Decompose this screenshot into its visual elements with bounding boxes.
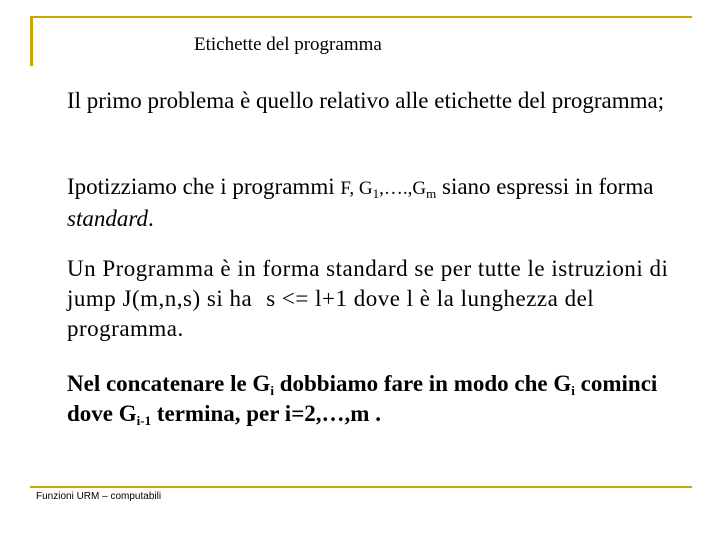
p4-part-d: termina, per i=2,…,m . [151, 401, 381, 426]
top-rule [30, 16, 692, 18]
paragraph-4 [67, 369, 692, 429]
p4-subscript-i-2: i [571, 383, 575, 398]
p2-dots-g: ,….,G [379, 178, 427, 199]
p2-end: . [147, 206, 154, 231]
p4-subscript-i-minus-1: i-1 [136, 413, 152, 428]
slide-footer: Funzioni URM – computabili [36, 491, 162, 502]
left-rule [30, 16, 33, 66]
p3-part-a: Un Programma è in forma standard se per tutte le istruzioni di jump J(m,n,s) si ha [67, 256, 669, 311]
slide-title: Etichette del programma [194, 34, 382, 55]
bottom-rule [30, 486, 692, 488]
p4-part-a: Nel concatenare le G [67, 371, 271, 396]
p2-tail: siano espressi in forma [436, 174, 654, 199]
paragraph-3 [67, 254, 692, 344]
p2-standard: standard [67, 206, 148, 231]
paragraph-1: Il primo problema è quello relativo alle etichette del programma; [67, 88, 665, 113]
p2-subscript-1: 1 [372, 186, 380, 201]
p4-subscript-i-1: i [270, 383, 274, 398]
p3-part-b: s <= l+1 dove l è la lunghezza del programma. [67, 286, 595, 341]
p2-subscript-m: m [426, 186, 437, 201]
p2-program-f-g: F, G [340, 178, 373, 199]
p2-lead: Ipotizziamo che i programmi [67, 174, 341, 199]
paragraph-2 [67, 172, 692, 234]
p4-part-b: dobbiamo fare in modo che G [273, 371, 572, 396]
p4-part-c: cominci dove G [67, 371, 658, 426]
